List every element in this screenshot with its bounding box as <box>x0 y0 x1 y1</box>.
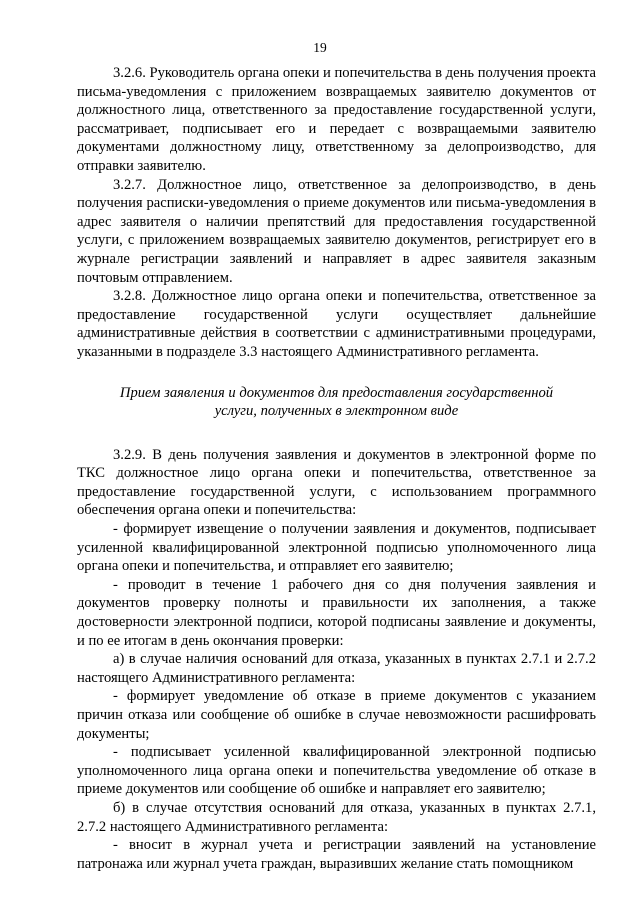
paragraph-3-2-9: 3.2.9. В день получения заявления и документов в электронной форме по ТКС должностное лицо органа опеки и попечительства, ответственное за предоставление государственной услуги, с использованием программного обеспечения органа опеки и попечительства: <box>77 446 596 519</box>
spacer <box>77 421 596 446</box>
page-number: 19 <box>313 40 327 55</box>
list-item-register: - вносит в журнал учета и регистрации заявлений на установление патронажа или журнал учета граждан, выразивших желание стать помощником <box>77 837 596 872</box>
section-heading-line-2: услуги, полученных в электронном виде <box>214 403 459 420</box>
list-item-verification: - проводит в течение 1 рабочего дня со дня получения заявления и документов проверку полноты и правильности их заполнения, а также достоверности электронной подписи, которой подписаны заявление и документы, и по ее итогам в день окончания проверки: <box>77 576 596 649</box>
paragraph-3-2-7: 3.2.7. Должностное лицо, ответственное за делопроизводство, в день получения расписки-уведомления о приеме документов или письма-уведомления в адрес заявителя о наличии препятствий для предоставления государственной услуги, с приложением возвращаемых заявителю документов, регистрирует его в журнале регистрации заявлений и направляет в адрес заявителя заказным почтовым отправлением. <box>77 176 596 286</box>
section-heading <box>77 384 596 421</box>
list-item-refusal-notice: - формирует уведомление об отказе в приеме документов с указанием причин отказа или сообщение об ошибке в случае невозможности расшифровать документы; <box>77 688 596 742</box>
paragraph-3-2-6: 3.2.6. Руководитель органа опеки и попечительства в день получения проекта письма-уведомления с приложением возвращаемых заявителю документов от должностного лица, ответственного за предоставление государственной услуги, рассматривает, подписывает его и передает с возвращаемыми заявителю документами должностному лицу, ответственному за делопроизводство, для отправки заявителю. <box>77 65 596 174</box>
document-body <box>77 64 596 873</box>
paragraph-3-2-8: 3.2.8. Должностное лицо органа опеки и попечительства, ответственное за предоставление государственной услуги осуществляет дальнейшие административные действия в соответствии с административными процедурами, указанными в подразделе 3.3 настоящего Административного регламента. <box>77 288 596 360</box>
section-heading-line-1: Прием заявления и документов для предоставления государственной <box>119 384 554 401</box>
list-item-notice: - формирует извещение о получении заявления и документов, подписывает усиленной квалифицированной электронной подписью уполномоченного лица органа опеки и попечительства, и отправляет его заявителю; <box>77 521 596 575</box>
list-item-sign-refusal: - подписывает усиленной квалифицированной электронной подписью уполномоченного лица органа опеки и попечительства уведомление об отказе в приеме документов или сообщение об ошибке и направляет его заявителю; <box>77 744 596 798</box>
subitem-a: а) в случае наличия оснований для отказа, указанных в пунктах 2.7.1 и 2.7.2 настоящего Административного регламента: <box>77 651 596 686</box>
subitem-b: б) в случае отсутствия оснований для отказа, указанных в пунктах 2.7.1, 2.7.2 настоящего Административного регламента: <box>77 799 596 835</box>
